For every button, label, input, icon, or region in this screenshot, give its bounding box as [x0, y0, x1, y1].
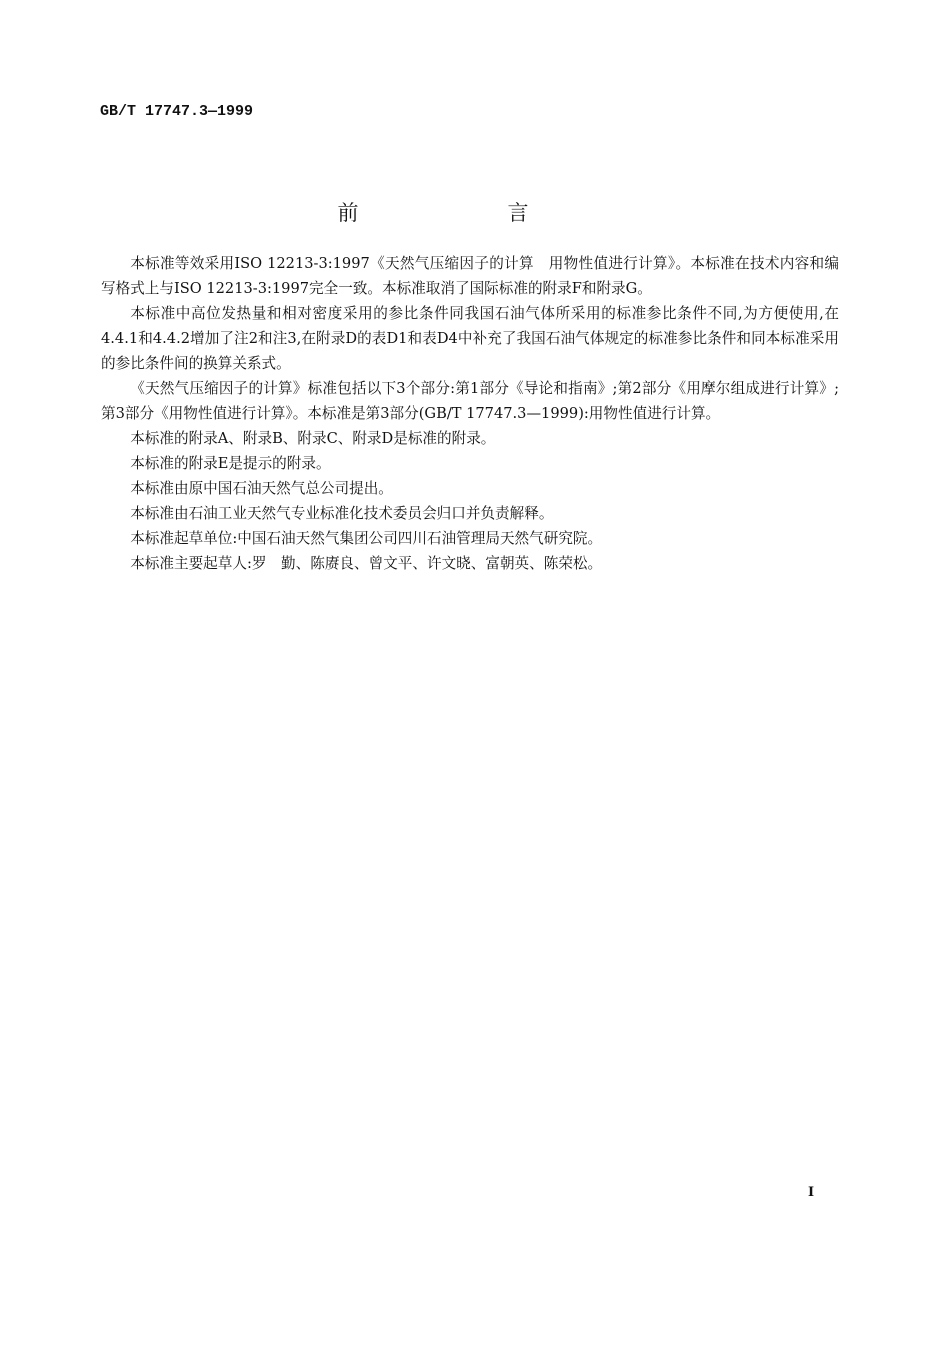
page-number: I	[808, 1185, 815, 1200]
paragraph-proposer: 本标准由原中国石油天然气总公司提出。	[130, 480, 393, 497]
preface-body	[101, 251, 839, 576]
paragraph-committee: 本标准由石油工业天然气专业标准化技术委员会归口并负责解释。	[130, 505, 554, 522]
paragraph-drafters: 本标准主要起草人:罗 勤、陈赓良、曾文平、许文晓、富朝英、陈荣松。	[130, 555, 603, 572]
paragraph-reference-conditions: 本标准中高位发热量和相对密度采用的参比条件同我国石油气体所采用的标准参比条件不同,为方便使用,在4.4.1和4.4.2增加了注2和注3,在附录D的表D1和表D4中补充了我国石油气体规定的标准参比条件和同本标准采用的参比条件间的换算关系式。	[101, 305, 839, 372]
paragraph-adoption: 本标准等效采用ISO 12213-3:1997《天然气压缩因子的计算 用物性值进行计算》。本标准在技术内容和编写格式上与ISO 12213-3:1997完全一致。本标准取消了国际标准的附录F和附录G。	[101, 255, 839, 297]
preface-title: 前 言	[337, 201, 593, 225]
paragraph-drafting-unit: 本标准起草单位:中国石油天然气集团公司四川石油管理局天然气研究院。	[130, 530, 603, 547]
paragraph-parts: 《天然气压缩因子的计算》标准包括以下3个部分:第1部分《导论和指南》;第2部分《用摩尔组成进行计算》;第3部分《用物性值进行计算》。本标准是第3部分(GB/T 17747.3—1999):用物性值进行计算。	[101, 380, 839, 422]
paragraph-normative-annexes: 本标准的附录A、附录B、附录C、附录D是标准的附录。	[130, 430, 496, 447]
paragraph-informative-annex: 本标准的附录E是提示的附录。	[130, 455, 331, 472]
standard-code: GB/T 17747.3—1999	[100, 103, 254, 120]
